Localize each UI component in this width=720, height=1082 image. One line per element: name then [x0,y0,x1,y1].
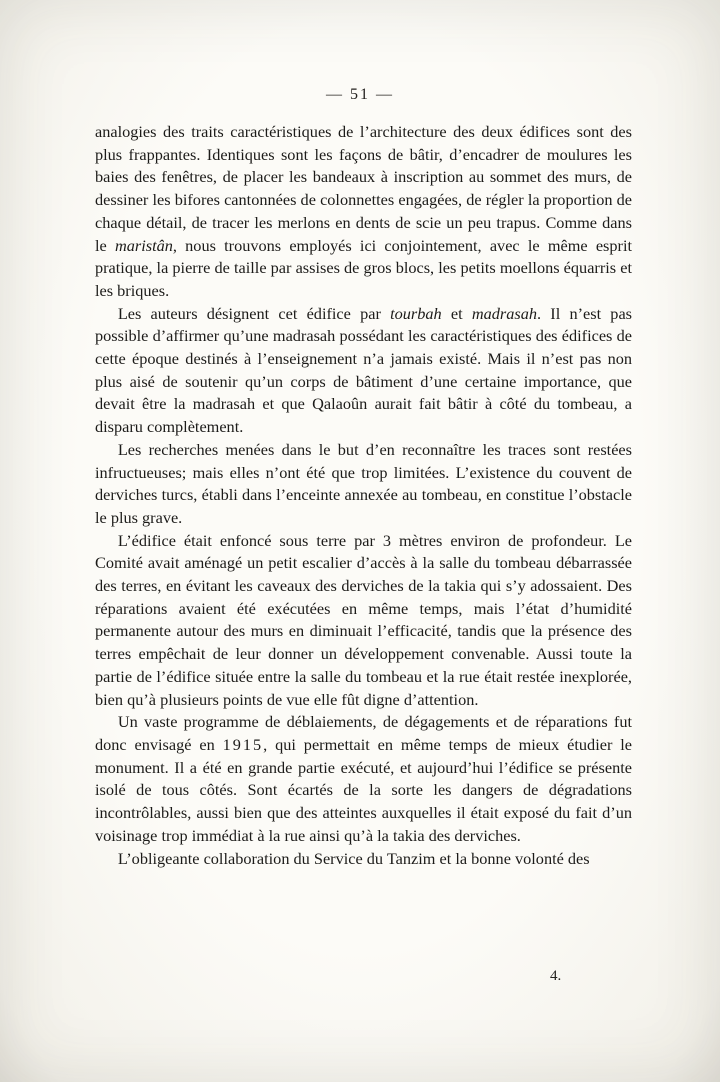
text-segment: , nous trouvons employés ici conjointement, avec le même esprit pratique, la pierre de taille par assises de gros blocs, les petits moellons équarris et les briques. [95,235,632,300]
text-segment: analogies des traits caractéristiques de l’architecture des deux édifices sont des plus frappantes. Identiques sont les façons de bâtir, d’encadrer de moulures les baies des fenêtres, de placer les bandeaux à inscription au sommet des murs, de dessiner les bifores cantonnées de colonnettes engagées, de régler la proportion de chaque détail, de tracer les merlons en dents de scie un peu trapus. Comme dans le [95,122,632,255]
paragraph [95,848,632,871]
paragraph [95,303,632,439]
italic-term: tourbah [390,303,442,323]
text-segment: . Il n’est pas possible d’affirmer qu’une madrasah possédant les caractéristiques des édifices de cette époque destinés à l’enseignement n’a jamais existé. Mais il n’est pas non plus aisé de soutenir qu’un corps de bâtiment d’une certaine importance, que devait être la madrasah et que Qalaoûn aurait fait bâtir à côté du tombeau, a disparu complètement. [95,303,633,437]
text-segment: et [441,303,472,323]
signature-mark: 4. [550,968,562,984]
italic-term: maristân [114,235,173,255]
text-segment: Les recherches menées dans le but d’en reconnaître les traces sont restées infructueuses; mais elles n’ont été que trop limitées. L’existence du couvent de derviches turcs, établi dans l’enceinte annexée au tombeau, en constitue l’obstacle le plus grave. [95,439,632,527]
italic-term: madrasah [471,303,537,323]
paragraph [95,121,632,303]
text-segment: Un vaste programme de déblaiements, de dégagements et de réparations fut donc envisagé en [95,712,632,754]
text-block [95,121,632,870]
text-segment: 1915 [222,734,264,754]
text-segment: , qui permettait en même temps de mieux étudier le monument. Il a été en grande partie exécuté, et aujourd’hui l’édifice se présente isolé de tous côtés. Sont écartés de la sorte les dangers de dégradations incontrôlables, aussi bien que des atteintes auxquelles il était exposé du fait d’un voisinage trop immédiat à la rue ainsi qu’à la takia des derviches. [95,734,632,845]
text-segment: Les auteurs désignent cet édifice par [117,303,391,323]
text-segment: L’obligeante collaboration du Service du Tanzim et la bonne volonté des [117,848,590,868]
paragraph [95,439,632,530]
paragraph [95,711,632,847]
text-segment: L’édifice était enfoncé sous terre par 3 mètres environ de profondeur. Le Comité avait aménagé un petit escalier d’accès à la salle du tombeau débarrassée des terres, en évitant les caveaux des derviches de la takia qui s’y adossaient. Des réparations avaient été exécutées en même temps, mais l’état d’humidité permanente autour des murs en diminuait l’efficacité, tandis que la présence des terres empêchait de leur donner un développement convenable. Aussi toute la partie de l’édifice située entre la salle du tombeau et la rue était restée inexplorée, bien qu’à plusieurs points de vue elle fût digne d’attention. [95,530,632,709]
paragraph [95,530,632,712]
page-number: — 51 — [326,86,394,103]
